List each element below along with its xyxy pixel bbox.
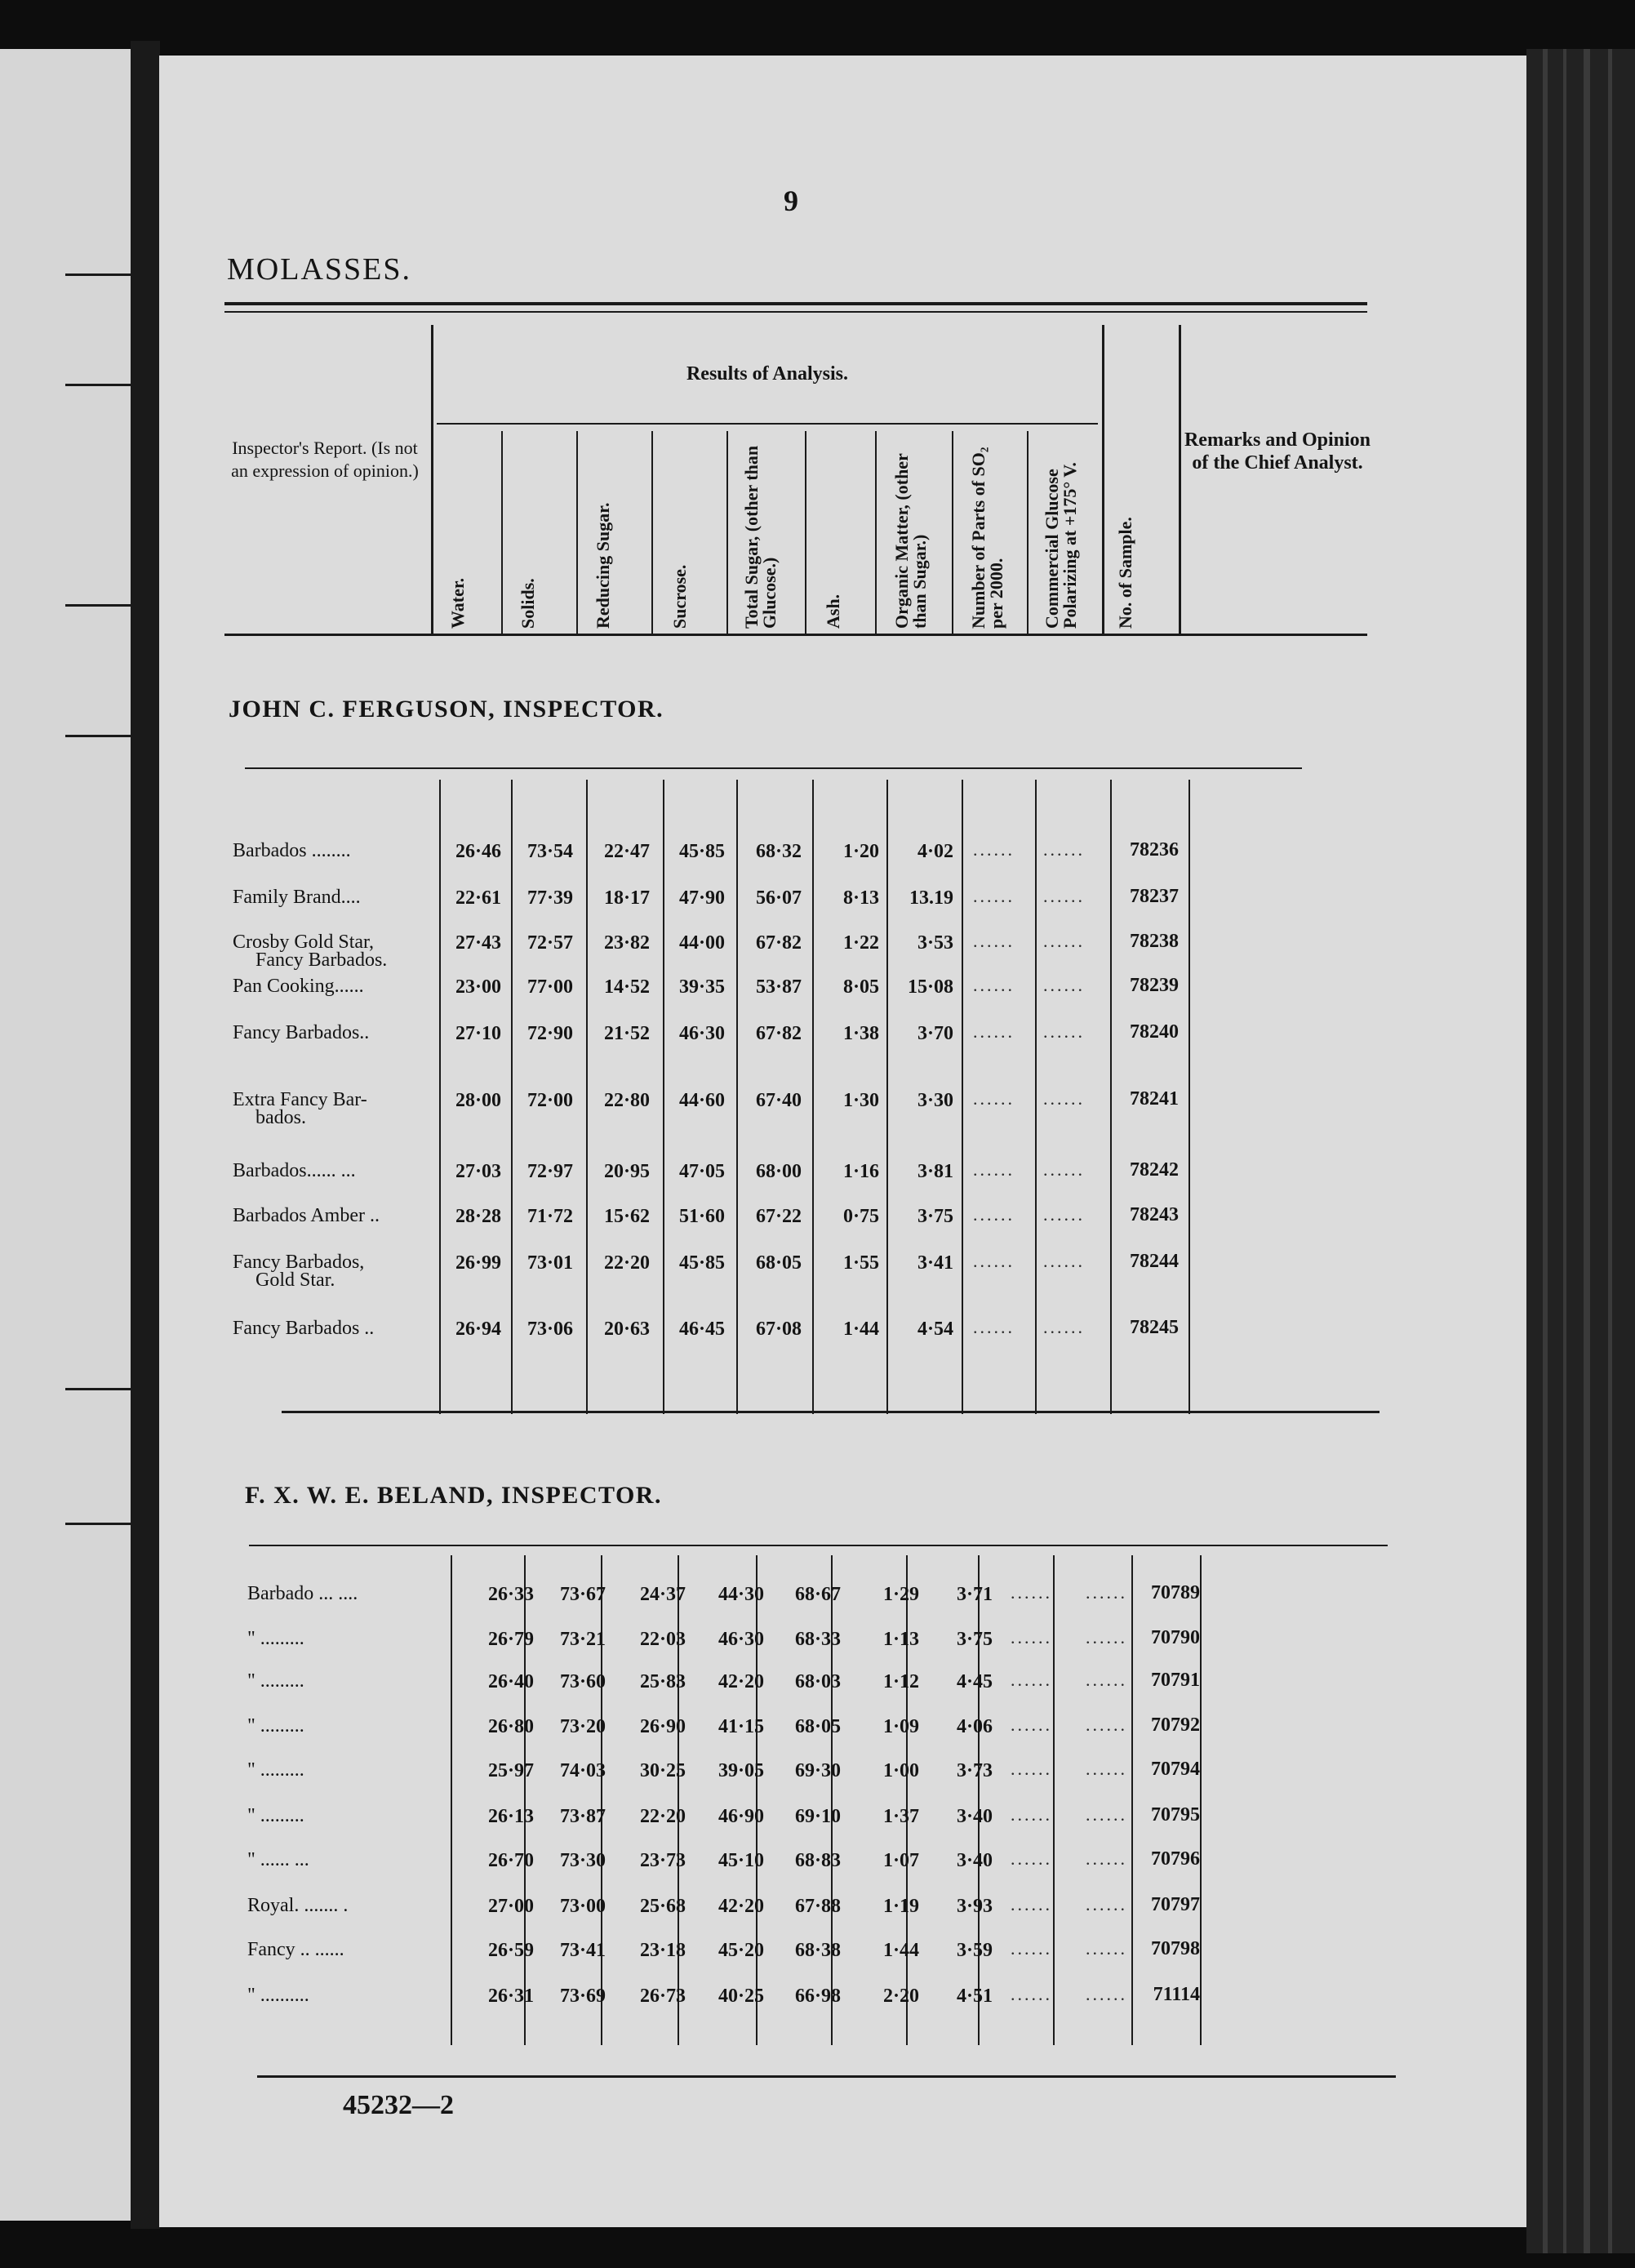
row-label: " ......... [247,1628,304,1649]
cell-organic: 15·08 [907,976,953,998]
cell-water: 26·40 [487,1671,534,1692]
page-title: MOLASSES. [227,252,411,287]
cell-total: 68·67 [794,1584,841,1605]
cell-water: 26·59 [487,1940,534,1961]
cell-ash: 1·00 [882,1760,919,1781]
cell-reducing: 14·52 [603,976,650,998]
cell-sucrose: 46·90 [718,1806,764,1827]
header-divider-remarks-l [1102,325,1104,634]
header-column-divider [651,431,653,634]
cell-solids: 72·90 [526,1023,573,1044]
cell-reducing: 24·37 [639,1584,686,1605]
cell-total: 69·10 [794,1806,841,1827]
column-header-glucose: Commercial Glucose Polarizing at +175° V. [1042,462,1080,629]
cell-water: 26·99 [455,1252,501,1274]
section-bottom-rule [282,1411,1380,1413]
cell-sucrose: 46·30 [718,1629,764,1650]
row-label: Barbados ........ [233,840,351,861]
cell-sample-number: 70791 [1151,1670,1200,1691]
column-header-water: Water. [447,577,468,629]
column-header-ash: Ash. [823,594,843,629]
cell-water: 26·80 [487,1716,534,1737]
inspector-heading: JOHN C. FERGUSON, INSPECTOR. [229,696,664,723]
cell-sucrose: 39·35 [678,976,725,998]
leader-dots: ...... [1011,1670,1052,1690]
cell-ash: 1·44 [882,1940,919,1961]
leader-dots: ...... [1011,1804,1052,1825]
cell-ash: 8·05 [842,976,879,998]
leader-dots: ...... [1086,1627,1127,1648]
header-divider-remarks-r [1179,325,1181,634]
cell-sucrose: 41·15 [718,1716,764,1737]
leader-dots: ...... [973,1317,1015,1337]
cell-total: 68·83 [794,1850,841,1871]
row-label: Fancy Barbados. [255,949,388,971]
cell-reducing: 23·18 [639,1940,686,1961]
cell-sample-number: 78239 [1130,975,1179,996]
cell-total: 67·88 [794,1896,841,1917]
leader-dots: ...... [1086,1759,1127,1779]
cell-total: 67·40 [755,1090,802,1111]
leader-dots: ...... [973,1088,1015,1109]
table-column-rule [1035,780,1037,1414]
cell-ash: 1·12 [882,1671,919,1692]
inspector-heading: F. X. W. E. BELAND, INSPECTOR. [245,1482,662,1509]
section-rule [245,767,1302,769]
cell-organic: 3·59 [956,1940,993,1961]
header-column-divider [805,431,806,634]
cell-solids: 73·54 [526,841,573,862]
leader-dots: ...... [1043,1088,1085,1109]
leader-dots: ...... [1043,931,1085,951]
leader-dots: ...... [1011,1714,1052,1735]
leader-dots: ...... [1043,1251,1085,1271]
cell-solids: 77·39 [526,887,573,909]
cell-reducing: 22·20 [603,1252,650,1274]
cell-water: 28·00 [455,1090,501,1111]
leader-dots: ...... [1011,1759,1052,1779]
cell-ash: 1·55 [842,1252,879,1274]
cell-total: 68·03 [794,1671,841,1692]
leader-dots: ...... [973,931,1015,951]
table-column-rule [1200,1555,1202,2045]
cell-reducing: 20·63 [603,1319,650,1340]
cell-sample-number: 70792 [1151,1714,1200,1736]
row-label: " ......... [247,1759,304,1781]
leader-dots: ...... [1043,1021,1085,1042]
cell-reducing: 25·68 [639,1896,686,1917]
leader-dots: ...... [1086,1670,1127,1690]
cell-reducing: 21·52 [603,1023,650,1044]
cell-water: 22·61 [455,887,501,909]
cell-solids: 73·21 [559,1629,606,1650]
cell-solids: 73·69 [559,1986,606,2007]
cell-solids: 74·03 [559,1760,606,1781]
cell-sucrose: 42·20 [718,1896,764,1917]
cell-organic: 3·71 [956,1584,993,1605]
cell-sample-number: 78240 [1130,1021,1179,1043]
cell-water: 23·00 [455,976,501,998]
cell-ash: 1·37 [882,1806,919,1827]
cell-total: 66·98 [794,1986,841,2007]
cell-ash: 1·20 [842,841,879,862]
cell-solids: 72·57 [526,932,573,954]
cell-reducing: 15·62 [603,1206,650,1227]
cell-sucrose: 51·60 [678,1206,725,1227]
cell-sample-number: 71114 [1153,1984,1200,2005]
adjacent-page-rule [65,735,137,737]
cell-ash: 1·19 [882,1896,919,1917]
cell-organic: 3·40 [956,1806,993,1827]
cell-reducing: 26·90 [639,1716,686,1737]
cell-ash: 1·38 [842,1023,879,1044]
cell-total: 69·30 [794,1760,841,1781]
cell-total: 67·82 [755,932,802,954]
row-label: Fancy Barbados, [233,1252,365,1273]
table-column-rule [451,1555,452,2045]
cell-water: 26·79 [487,1629,534,1650]
cell-water: 26·13 [487,1806,534,1827]
leader-dots: ...... [973,886,1015,906]
cell-water: 26·33 [487,1584,534,1605]
header-column-divider [501,431,503,634]
cell-ash: 0·75 [842,1206,879,1227]
column-header-so2: Number of Parts of SO₂ per 2000. [968,447,1006,629]
cell-sample-number: 78244 [1130,1251,1179,1272]
adjacent-page-rule [65,273,137,276]
cell-water: 27·00 [487,1896,534,1917]
leader-dots: ...... [1086,1848,1127,1869]
cell-solids: 71·72 [526,1206,573,1227]
cell-organic: 3·41 [917,1252,953,1274]
column-header-total: Total Sugar, (other than Glucose.) [741,445,780,629]
cell-ash: 1·29 [882,1584,919,1605]
cell-reducing: 26·73 [639,1986,686,2007]
table-column-rule [962,780,963,1414]
leader-dots: ...... [1011,1894,1052,1914]
cell-water: 26·31 [487,1986,534,2007]
leader-dots: ...... [1011,1848,1052,1869]
cell-sample-number: 70790 [1151,1627,1200,1648]
leader-dots: ...... [1043,839,1085,860]
leader-dots: ...... [1086,1938,1127,1959]
cell-ash: 1·30 [842,1090,879,1111]
header-top-rule [224,302,1367,305]
header-column-divider [726,431,728,634]
cell-organic: 4·51 [956,1986,993,2007]
leader-dots: ...... [973,1021,1015,1042]
footer-rule [257,2075,1396,2078]
row-label: Barbados Amber .. [233,1205,380,1226]
leader-dots: ...... [973,1251,1015,1271]
cell-sample-number: 78238 [1130,931,1179,952]
leader-dots: ...... [1011,1627,1052,1648]
cell-organic: 3·30 [917,1090,953,1111]
row-label: Crosby Gold Star, [233,932,375,953]
cell-solids: 73·41 [559,1940,606,1961]
cell-organic: 4·54 [917,1319,953,1340]
leader-dots: ...... [1086,1804,1127,1825]
cell-total: 67·22 [755,1206,802,1227]
cell-sucrose: 46·30 [678,1023,725,1044]
cell-organic: 3·40 [956,1850,993,1871]
cell-reducing: 18·17 [603,887,650,909]
cell-total: 68·05 [755,1252,802,1274]
row-label: Fancy Barbados .. [233,1318,375,1339]
header-column-divider [875,431,877,634]
leader-dots: ...... [973,975,1015,995]
remarks-header: Remarks and Opinion of the Chief Analyst. [1184,429,1371,474]
row-label: Fancy .. ...... [247,1939,344,1960]
cell-sucrose: 44·30 [718,1584,764,1605]
row-label: Barbado ... .... [247,1583,358,1604]
cell-total: 56·07 [755,887,802,909]
cell-sample-number: 70797 [1151,1894,1200,1915]
cell-organic: 3·81 [917,1161,953,1182]
header-column-divider [1027,431,1029,634]
cell-solids: 73·00 [559,1896,606,1917]
adjacent-page-rule [65,604,137,607]
cell-water: 26·70 [487,1850,534,1871]
cell-sucrose: 45·10 [718,1850,764,1871]
cell-ash: 8·13 [842,887,879,909]
row-label: " ......... [247,1805,304,1826]
column-header-sucrose: Sucrose. [669,564,690,629]
header-divider-left [431,325,433,634]
column-header-organic: Organic Matter, (other than Sugar.) [891,453,930,629]
cell-sucrose: 40·25 [718,1986,764,2007]
cell-total: 68·32 [755,841,802,862]
table-column-rule [1188,780,1190,1414]
cell-sucrose: 45·85 [678,1252,725,1274]
leader-dots: ...... [1011,1582,1052,1603]
adjacent-page-rule [65,1523,137,1525]
cell-water: 27·43 [455,932,501,954]
row-label: " ......... [247,1715,304,1737]
cell-ash: 1·44 [842,1319,879,1340]
row-label: " ...... ... [247,1849,309,1870]
row-label: " ......... [247,1670,304,1692]
cell-organic: 4·02 [917,841,953,862]
adjacent-page-rule [65,384,137,386]
cell-solids: 73·06 [526,1319,573,1340]
cell-sample-number: 78243 [1130,1204,1179,1225]
cell-ash: 1·07 [882,1850,919,1871]
column-header-sample: No. of Sample. [1115,517,1135,629]
leader-dots: ...... [1043,1204,1085,1225]
row-label: Family Brand.... [233,887,361,908]
cell-water: 25·97 [487,1760,534,1781]
results-group-rule [437,423,1098,425]
header-column-divider [576,431,578,634]
cell-sucrose: 39·05 [718,1760,764,1781]
column-header-solids: Solids. [518,578,538,629]
leader-dots: ...... [1043,975,1085,995]
cell-sucrose: 45·20 [718,1940,764,1961]
cell-sucrose: 44·60 [678,1090,725,1111]
cell-sample-number: 78237 [1130,886,1179,907]
cell-solids: 73·67 [559,1584,606,1605]
cell-reducing: 22·03 [639,1629,686,1650]
leader-dots: ...... [1011,1984,1052,2004]
adjacent-page-rule [65,1388,137,1390]
row-label: Pan Cooking...... [233,976,364,997]
cell-ash: 1·09 [882,1716,919,1737]
leader-dots: ...... [1086,1894,1127,1914]
cell-reducing: 22·47 [603,841,650,862]
header-column-divider [952,431,953,634]
cell-solids: 73·01 [526,1252,573,1274]
cell-reducing: 30·25 [639,1760,686,1781]
cell-organic: 3·93 [956,1896,993,1917]
cell-total: 68·38 [794,1940,841,1961]
leader-dots: ...... [1086,1984,1127,2004]
header-bottom-rule [224,634,1367,636]
cell-organic: 4·06 [956,1716,993,1737]
results-group-header: Results of Analysis. [686,363,849,385]
cell-ash: 1·13 [882,1629,919,1650]
row-label: Fancy Barbados.. [233,1022,370,1043]
column-header-reducing: Reducing Sugar. [593,502,613,629]
page-edge-stack [1526,49,1635,2253]
cell-water: 27·03 [455,1161,501,1182]
cell-sucrose: 46·45 [678,1319,725,1340]
row-label: Barbados...... ... [233,1160,356,1181]
cell-sucrose: 42·20 [718,1671,764,1692]
cell-organic: 13.19 [909,887,953,909]
cell-organic: 3·75 [956,1629,993,1650]
cell-sample-number: 70796 [1151,1848,1200,1870]
cell-solids: 73·87 [559,1806,606,1827]
cell-sucrose: 47·90 [678,887,725,909]
leader-dots: ...... [1043,1317,1085,1337]
cell-water: 26·46 [455,841,501,862]
cell-solids: 73·20 [559,1716,606,1737]
cell-sucrose: 44·00 [678,932,725,954]
row-label: Royal. ....... . [247,1895,349,1916]
cell-sample-number: 78236 [1130,839,1179,861]
cell-organic: 3·53 [917,932,953,954]
leader-dots: ...... [1043,886,1085,906]
cell-water: 28·28 [455,1206,501,1227]
cell-sample-number: 70794 [1151,1759,1200,1780]
row-label: Gold Star. [255,1270,335,1291]
cell-organic: 3·75 [917,1206,953,1227]
leader-dots: ...... [973,839,1015,860]
cell-sample-number: 78241 [1130,1088,1179,1110]
table-column-rule [1053,1555,1055,2045]
leader-dots: ...... [1011,1938,1052,1959]
cell-organic: 4·45 [956,1671,993,1692]
row-label: bados. [255,1107,306,1128]
cell-sample-number: 70789 [1151,1582,1200,1603]
cell-organic: 3·73 [956,1760,993,1781]
leader-dots: ...... [1086,1714,1127,1735]
cell-total: 67·08 [755,1319,802,1340]
cell-sample-number: 78242 [1130,1159,1179,1181]
cell-ash: 2·20 [882,1986,919,2007]
leader-dots: ...... [973,1159,1015,1180]
page-number: 9 [784,185,798,217]
cell-sample-number: 78245 [1130,1317,1179,1338]
cell-total: 68·00 [755,1161,802,1182]
cell-reducing: 22·80 [603,1090,650,1111]
inspector-report-header: Inspector's Report. (Is not an expression of opinion.) [231,438,419,481]
cell-reducing: 25·83 [639,1671,686,1692]
leader-dots: ...... [973,1204,1015,1225]
cell-solids: 72·97 [526,1161,573,1182]
adjacent-page-text [0,0,140,2268]
footer-signature: 45232—2 [343,2090,454,2120]
cell-total: 68·33 [794,1629,841,1650]
cell-solids: 73·60 [559,1671,606,1692]
cell-organic: 3·70 [917,1023,953,1044]
cell-reducing: 22·20 [639,1806,686,1827]
header-top-rule-2 [224,311,1367,313]
section-rule [249,1545,1388,1546]
leader-dots: ...... [1086,1582,1127,1603]
cell-sample-number: 70795 [1151,1804,1200,1826]
cell-total: 68·05 [794,1716,841,1737]
cell-solids: 77·00 [526,976,573,998]
cell-total: 53·87 [755,976,802,998]
cell-total: 67·82 [755,1023,802,1044]
cell-sample-number: 70798 [1151,1938,1200,1959]
cell-reducing: 23·73 [639,1850,686,1871]
cell-water: 27·10 [455,1023,501,1044]
cell-reducing: 20·95 [603,1161,650,1182]
cell-solids: 73·30 [559,1850,606,1871]
row-label: " .......... [247,1985,309,2006]
cell-water: 26·94 [455,1319,501,1340]
leader-dots: ...... [1043,1159,1085,1180]
cell-ash: 1·22 [842,932,879,954]
cell-reducing: 23·82 [603,932,650,954]
cell-ash: 1·16 [842,1161,879,1182]
row-label: Extra Fancy Bar- [233,1089,367,1110]
cell-sucrose: 47·05 [678,1161,725,1182]
cell-solids: 72·00 [526,1090,573,1111]
cell-sucrose: 45·85 [678,841,725,862]
